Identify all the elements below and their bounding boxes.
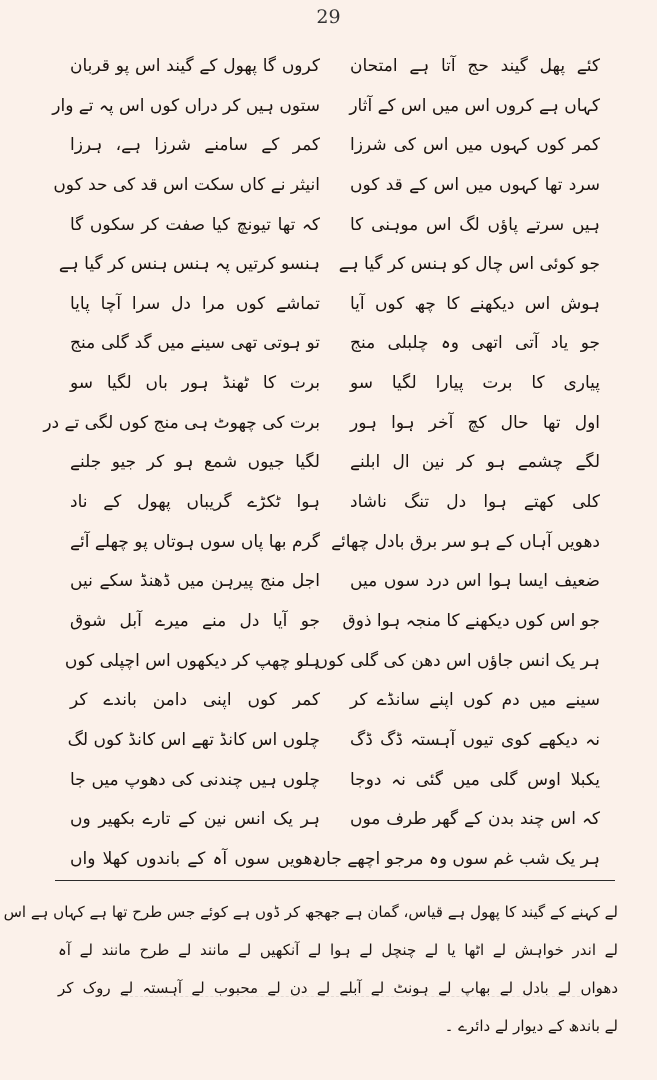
verse-line: ہیں سرتے پاؤں لگ اس موہنی کا [350, 214, 600, 235]
verse-line: جو اس کوں دیکھنے کا منجہ ہوا ذوق [342, 610, 600, 631]
verse-line: کلی کھتے ہوا دل تنگ ناشاد [350, 492, 600, 513]
footnotes [3, 893, 618, 1045]
verse-line: پیاری کا برت پیارا لگیا سو [350, 373, 600, 394]
verse-line: کئے پھل گیند حج آتا ہے امتحان [350, 56, 600, 76]
verse-line: کہ تھا تیونچ کیا صفت کر سکوں گا [70, 214, 320, 235]
verse-line: کمر کوں کہوں میں اس کی شرزا [350, 135, 600, 156]
verse-line: کمر کے سامنے شرزا ہے، ہرزا [70, 135, 320, 156]
page-number: 29 [316, 6, 341, 28]
verse-line: کمر کوں اپنی دامن باندے کر [70, 690, 320, 711]
verse-line: اجل منج پیرہن میں ڈھنڈ سکے نیں [70, 571, 320, 592]
footnote-line: دھواں لے بادل لے بھاپ لے ہونٹ لے آبلے لے دن لے محبوب لے آہستہ لے روک کر [58, 979, 618, 997]
verse-line: لگے چشمے ہو کر نین ال ابلنے [350, 452, 600, 473]
verse-line: یکبلا اوس گلی میں گئی نہ دوجا [350, 769, 600, 790]
poem-right-column [313, 55, 600, 870]
verse-line: ہوا ٹکڑے گریباں پھول کے ناد [70, 492, 320, 513]
verse-line: انیثر نے کاں سکت اس قد کی حد کوں [53, 174, 320, 195]
verse-line: ہر یک انس نین کے تارے بکھیر وں [70, 809, 320, 830]
verse-line: چلوں ہیں چندنی کی دھوپ میں جا [70, 769, 320, 790]
verse-line: اول تھا حال کچ آخر ہوا ہور [350, 412, 600, 433]
verse-line: ستوں ہیں کر دراں کوں اس پہ تے وار [52, 95, 320, 116]
footnote-divider [55, 880, 615, 881]
verse-line: ہلو چھپ کر دیکھوں اس اچپلی کوں [64, 650, 320, 671]
verse-line: دھویں سوں آہ کے باندوں کھلا واں [70, 848, 320, 869]
poem-body [43, 55, 600, 870]
footnote-line: لے کہنے کے گیند کا پھول ہے قیاس، گمان ہے جھجھ کر ڈوں ہے کوئے جس طرح تھا ہے کہاں ہے اس [3, 903, 618, 921]
verse-line: جو کوئی اس چال کو ہنس کر گیا ہے [338, 254, 600, 275]
poem-left-column [43, 55, 320, 870]
verse-line: ہر یک انس جاؤں اس دھن کی گلی کوں [315, 650, 600, 671]
verse-line: برت کا ٹھنڈ ہور باں لگیا سو [70, 373, 320, 394]
verse-line: ہر یک شب غم سوں وہ مرجو اچھے جاں [313, 848, 600, 869]
verse-line: نہ دیکھے کوی تیوں آہستہ ڈگ ڈگ [350, 729, 600, 750]
verse-line: جو یاد آتی اتھی وہ چلبلی منج [350, 333, 600, 354]
verse-line: چلوں اس کانڈ تھے اس کانڈ کوں لگ [67, 729, 320, 750]
verse-line: کروں گا پھول کے گیند اس پو قربان [70, 56, 320, 76]
verse-line: لگیا جیوں شمع ہو کر جیو جلنے [70, 452, 320, 473]
verse-line: دھویں آہاں کے ہو سر برق بادل چھائے [331, 531, 600, 552]
verse-line: سرد تھا کہوں میں اس کے قد کوں [350, 174, 600, 195]
verse-line: برت کی چھوٹ ہی منج کوں لگی تے در [43, 412, 320, 433]
faint-bleed-through [120, 996, 580, 1005]
verse-line: تو ہوتی تھی سینے میں گد گلی منج [70, 333, 320, 354]
footnote-line: لے اندر خواہش لے اٹھا یا لے چنچل لے ہوا لے آنکھیں لے مانند لے طرح مانند لے آہ [58, 941, 618, 959]
verse-line: ہنسو کرتیں پہ ہنس ہنس کر گیا ہے [58, 254, 320, 275]
verse-line: گرم بھا پاں سوں ہوتاں پو چھلے آئے [70, 531, 320, 552]
verse-line: تماشے کوں مرا دل سرا آچا پایا [70, 293, 320, 314]
verse-line: کہ اس چند بدن کے گھر طرف موں [350, 809, 600, 830]
footnote-line: لے باندھ کے دیوار لے دائرے ۔ [444, 1017, 618, 1035]
verse-line: کہاں ہے کروں اس میں اس کے آثار [349, 95, 600, 116]
verse-line: جو آیا دل منے میرے آبل شوق [70, 610, 320, 631]
verse-line: سینے میں دم کوں اپنے سانڈے کر [350, 690, 600, 711]
verse-line: ہوش اس دیکھنے کا چھ کوں آیا [350, 293, 600, 314]
verse-line: ضعیف ایسا ہوا اس درد سوں میں [350, 571, 600, 592]
